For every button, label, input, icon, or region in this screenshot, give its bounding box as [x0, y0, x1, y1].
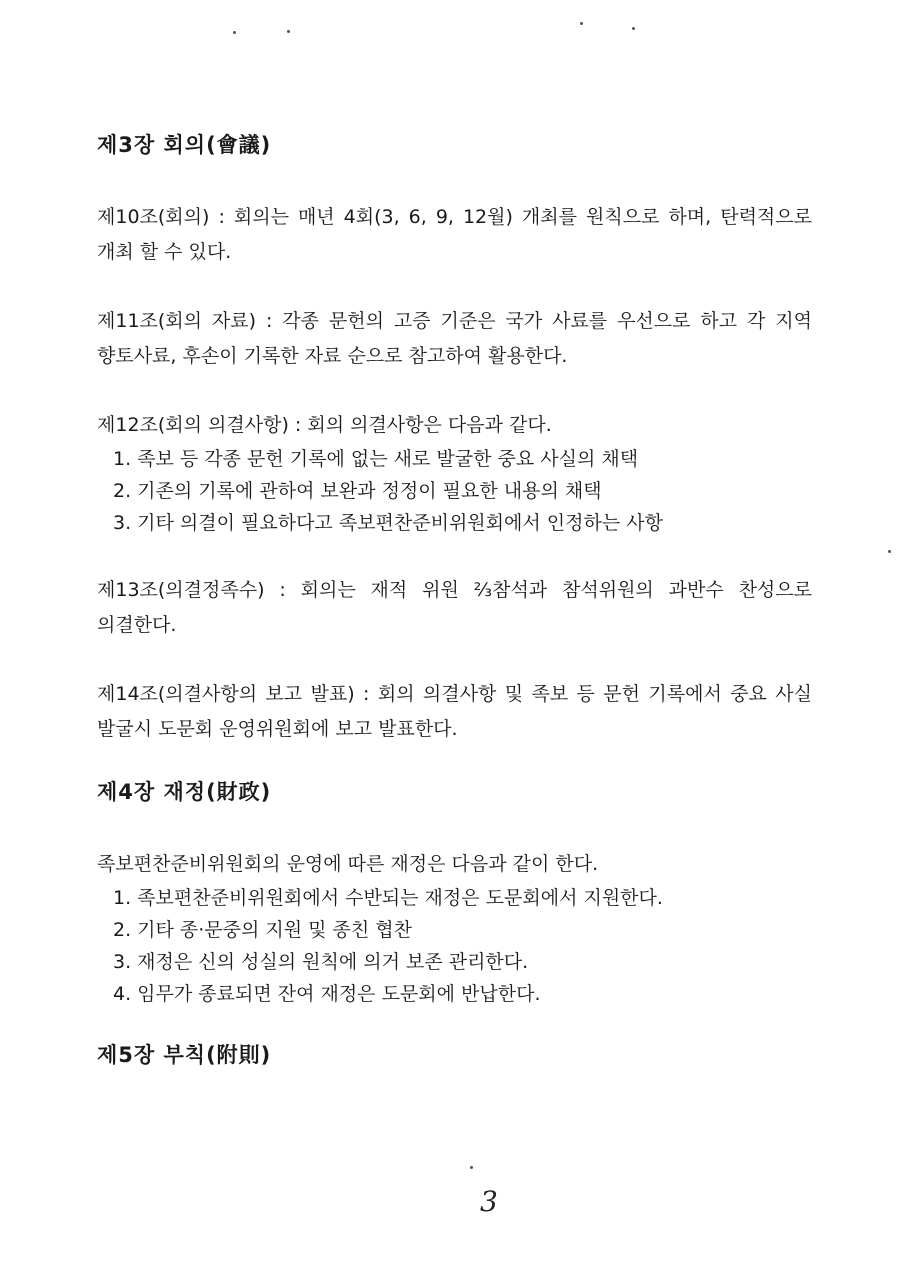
list-item: 4. 임무가 종료되면 잔여 재정은 도문회에 반납한다.: [113, 983, 541, 1005]
list-item: 2. 기타 종·문중의 지원 및 종친 협찬: [113, 919, 413, 941]
article-11: 제11조(회의 자료) : 각종 문헌의 고증 기준은 국가 사료를 우선으로 하고 각 지역 향토사료, 후손이 기록한 자료 순으로 참고하여 활용한다.: [97, 310, 812, 367]
document-body: [97, 128, 812, 1072]
chapter-5-heading: 제5장 부칙(附則): [97, 1043, 272, 1067]
list-item: 3. 재정은 신의 성실의 원칙에 의거 보존 관리한다.: [113, 951, 529, 973]
list-item: 1. 족보편찬준비위원회에서 수반되는 재정은 도문회에서 지원한다.: [113, 887, 663, 909]
finance-list: [97, 882, 812, 1010]
article-13: 제13조(의결정족수) : 회의는 재적 위원 ⅔참석과 참석위원의 과반수 찬성으로 의결한다.: [97, 579, 812, 636]
scan-speck: [470, 1166, 473, 1169]
finance-intro: 족보편찬준비위원회의 운영에 따른 재정은 다음과 같이 한다.: [97, 853, 599, 875]
scan-speck: [888, 550, 891, 553]
list-item: 3. 기타 의결이 필요하다고 족보편찬준비위원회에서 인정하는 사항: [113, 512, 663, 534]
article-14: 제14조(의결사항의 보고 발표) : 회의 의결사항 및 족보 등 문헌 기록에서 중요 사실 발굴시 도문회 운영위원회에 보고 발표한다.: [97, 683, 812, 740]
scan-speck: [632, 27, 635, 30]
chapter-4-heading: 제4장 재정(財政): [97, 780, 272, 804]
page-number: 3: [480, 1185, 498, 1218]
scan-speck: [233, 31, 236, 34]
list-item: 2. 기존의 기록에 관하여 보완과 정정이 필요한 내용의 채택: [113, 480, 602, 502]
article-12: 제12조(회의 의결사항) : 회의 의결사항은 다음과 같다.: [97, 414, 552, 436]
chapter-3-heading: 제3장 회의(會議): [97, 133, 272, 157]
list-item: 1. 족보 등 각종 문헌 기록에 없는 새로 발굴한 중요 사실의 채택: [113, 448, 639, 470]
article-12-list: [97, 443, 812, 539]
scan-speck: [287, 30, 290, 33]
article-10: 제10조(회의) : 회의는 매년 4회(3, 6, 9, 12월) 개최를 원칙으로 하며, 탄력적으로 개최 할 수 있다.: [97, 206, 812, 263]
scan-speck: [580, 22, 583, 25]
